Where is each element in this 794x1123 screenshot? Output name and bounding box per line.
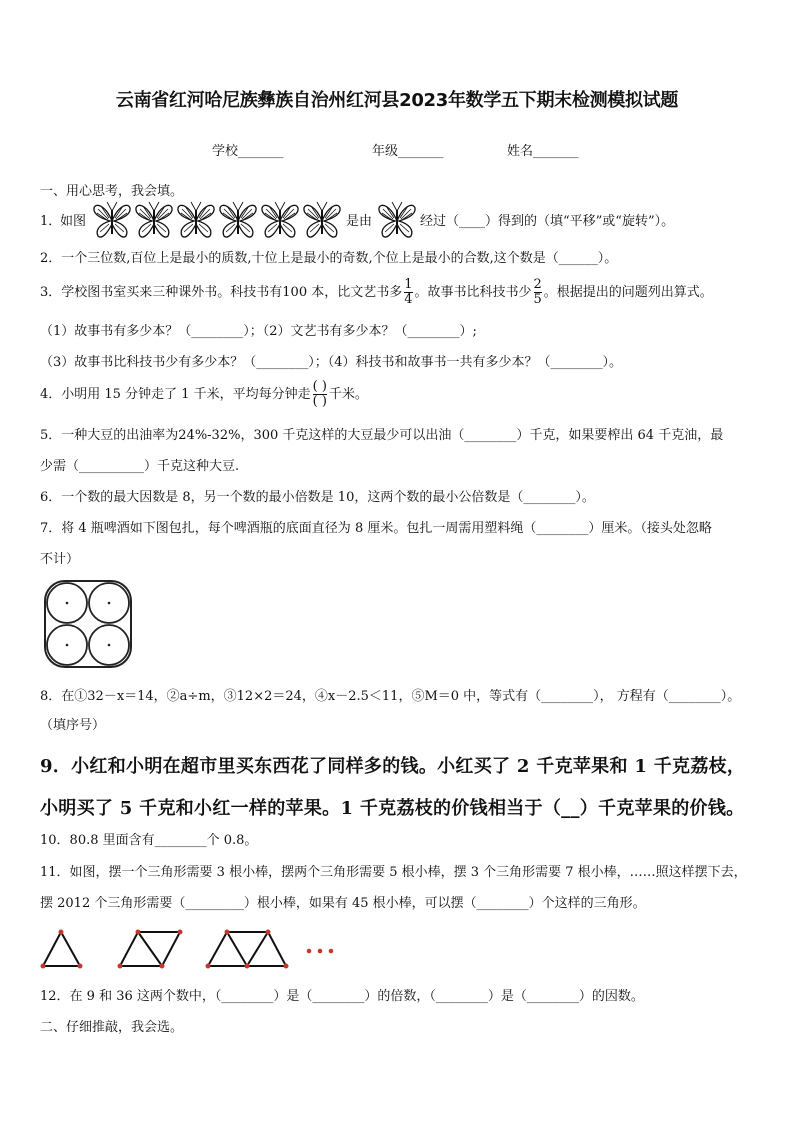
name-blank: _______ [533,144,579,159]
q1-lead: 如图 [60,214,87,229]
q7-line1: 7．将 4 瓶啤酒如下图包扎，每个啤酒瓶的底面直径为 8 厘米。包扎一周需用塑料绳（________）厘米。（接头处忽略 [40,521,712,536]
q3-part-b: 。故事书比科技书少 [414,285,532,300]
fraction-two-fifths [534,278,542,307]
butterfly-icon [304,202,340,237]
ellipsis-dot [318,949,323,954]
q2-text: 2．一个三位数,百位上是最小的质数,十位上是最小的奇数,个位上是最小的合数,这个数是（______）。 [40,251,618,266]
triangle-3 [208,932,286,966]
q10-text: 10．80.8 里面含有________个 0.8。 [40,833,258,848]
q11-line1: 11．如图，摆一个三角形需要 3 根小棒，摆两个三角形需要 5 根小棒，摆 3 个三角形需要 7 根小棒，……照这样摆下去， [40,865,747,880]
beer-bottles-bundle-figure [44,580,134,670]
triangle-1 [43,932,80,966]
q3-part-a: 3．学校图书室买来三种课外书。科技书有100 本，比文艺书多 [40,285,403,300]
q8-line1: 8．在①32－x＝14，②a÷m，③12×2＝24，④x－2.5＜11，⑤M＝0 中，等式有（________）， 方程有（________）。 [40,689,741,704]
name-label: 姓名 [507,144,534,159]
q3-line1 [40,278,713,307]
frac1-denominator: 4 [404,292,413,307]
q4-numerator-blank: ( ) [312,379,327,394]
q9-line2: 小明买了 5 千克和小红一样的苹果。1 千克荔枝的价钱相当于（__）千克苹果的价钱。 [40,798,745,819]
q6-text: 6．一个数的最大因数是 8，另一个数的最小倍数是 10，这两个数的最小公倍数是（________）。 [40,490,595,505]
butterfly-icon [94,202,130,237]
q4-denominator-blank: ( ) [312,394,327,409]
school-label: 学校 [212,144,239,159]
butterfly-row-icon [92,200,344,242]
section-2-title: 二、仔细推敲，我会选。 [40,1020,184,1035]
frac2-numerator: 2 [533,277,542,292]
q12-text: 12．在 9 和 36 这两个数中，（________）是（________）的倍数，（________）是（________）的因数。 [40,989,644,1004]
school-field [212,140,284,159]
q1-mid: 是由 [346,214,373,229]
butterfly-icon [178,202,214,237]
q8-line2: （填序号） [40,718,106,733]
page-title: 云南省红河哈尼族彝族自治州红河县2023年数学五下期末检测模拟试题 [115,90,679,111]
name-field [507,140,579,159]
frac2-denominator: 5 [533,292,542,307]
school-blank: _______ [238,144,284,159]
q4-line [40,380,368,409]
butterfly-icon [220,202,256,237]
butterfly-icon [136,202,172,237]
q9-line1: 9．小红和小明在超市里买东西花了同样多的钱。小红买了 2 千克苹果和 1 千克荔枝， [40,756,746,777]
grade-blank: _______ [398,144,444,159]
ellipsis-dot [329,949,334,954]
butterfly-icon [262,202,298,237]
grade-label: 年级 [372,144,399,159]
ellipsis-dot [307,949,312,954]
q5-line2: 少需（__________）千克这种大豆. [40,459,240,474]
q3-sub2: （3）故事书比科技书少有多少本？（________）；（4）科技书和故事书一共有多少本？（________）。 [40,355,623,370]
triangle-2 [120,932,180,966]
q4-tail: 千米。 [328,387,368,402]
q7-line2: 不计） [40,552,80,567]
q3-part-c: 。根据提出的问题列出算式。 [543,285,713,300]
q1-tail: 经过（____）得到的（填“平移”或“旋转”）。 [420,214,675,229]
grade-field [372,140,444,159]
q3-sub1: （1）故事书有多少本？（________）；（2）文艺书有多少本？（________）; [40,324,477,339]
triangles-sticks-figure [40,928,340,972]
q4-lead: 4．小明用 15 分钟走了 1 千米，平均每分钟走 [40,387,311,402]
q1-number: 1． [40,214,62,229]
single-butterfly-icon [377,200,419,242]
section-1-title: 一、用心思考，我会填。 [40,184,184,199]
frac1-numerator: 1 [404,277,413,292]
q5-line1: 5．一种大豆的出油率为24%-32%，300 千克这样的大豆最少可以出油（________）千克，如果要榨出 64 千克油，最 [40,428,724,443]
q4-fraction-blank [313,380,327,409]
q11-line2: 摆 2012 个三角形需要（_________）根小棒，如果有 45 根小棒，可以摆（________）个这样的三角形。 [40,896,646,911]
fraction-one-quarter [404,278,412,307]
